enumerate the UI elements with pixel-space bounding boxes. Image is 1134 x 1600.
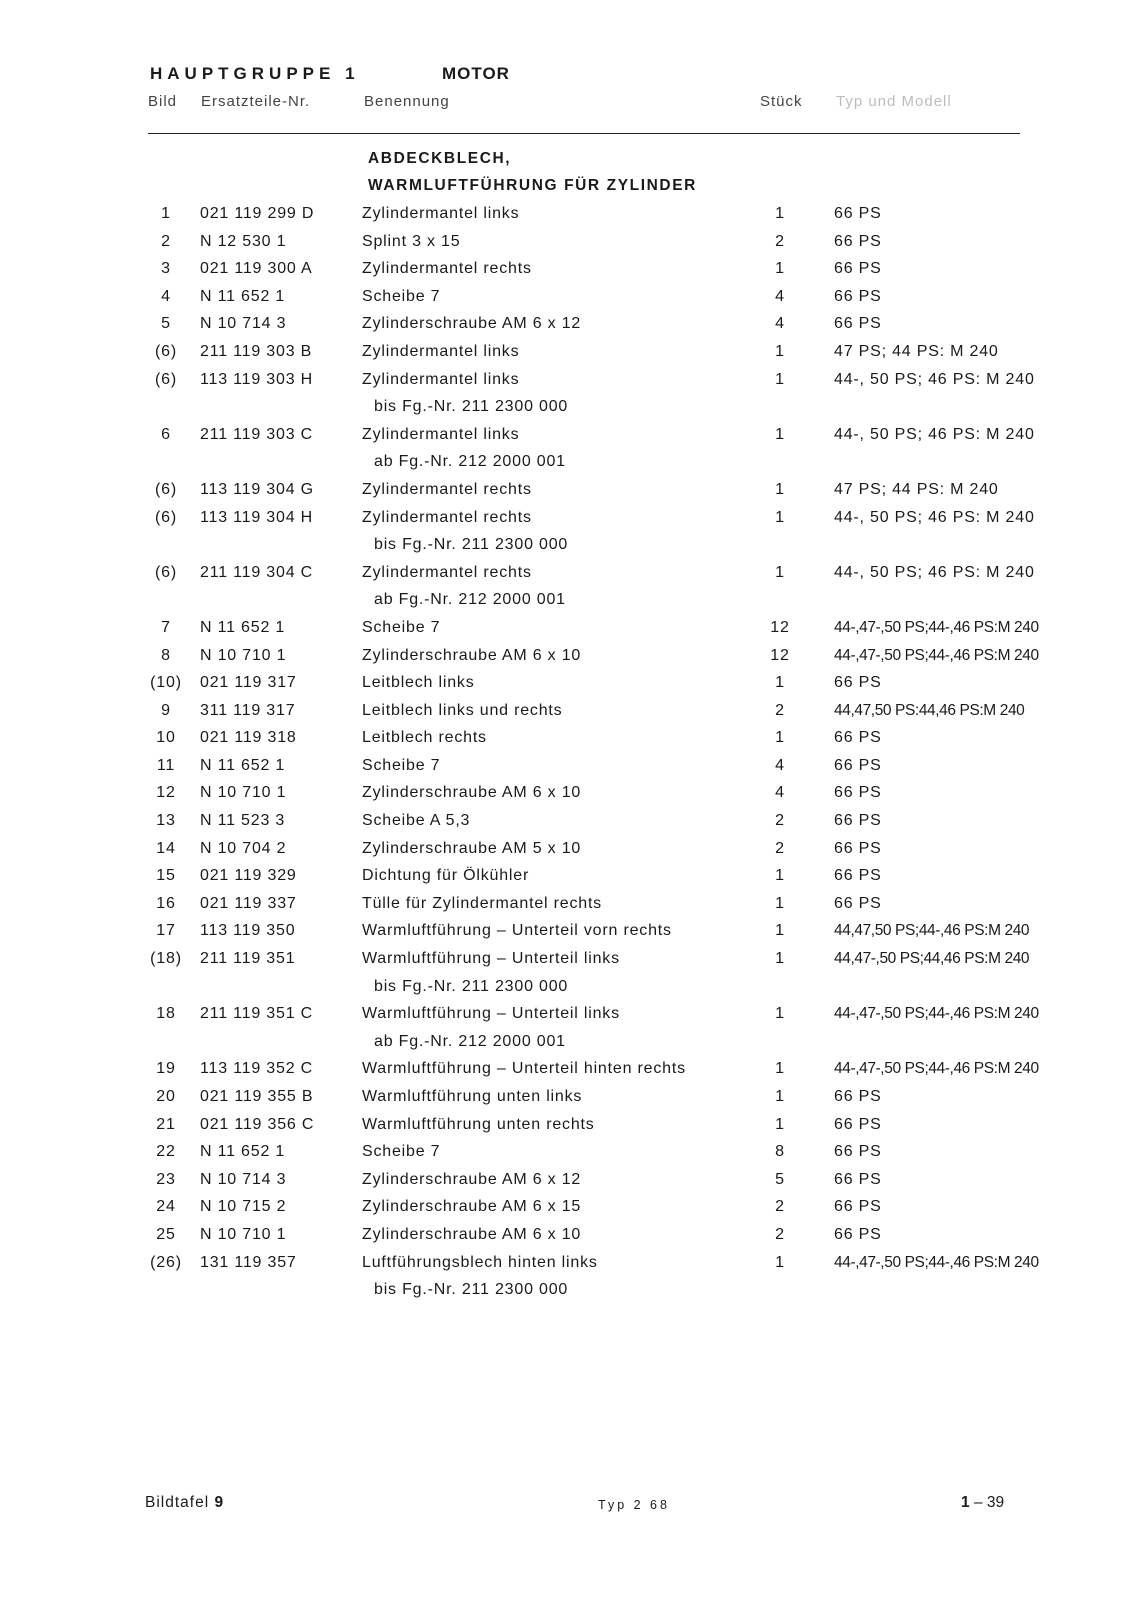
table-row	[0, 812, 1134, 840]
cell-description: Zylinderschraube AM 6 x 10	[362, 784, 582, 802]
cell-type-model: 66 PS	[834, 1198, 882, 1216]
cell-type-model: 66 PS	[834, 287, 882, 305]
cell-quantity: 1	[775, 922, 785, 940]
cell-quantity: 2	[775, 1225, 785, 1243]
plate-label	[145, 1494, 224, 1512]
cell-type-model: 44-, 50 PS; 46 PS: M 240	[834, 563, 1035, 581]
column-header-description: Benennung	[364, 93, 450, 110]
cell-description: Scheibe 7	[362, 287, 441, 305]
table-row	[0, 619, 1134, 647]
cell-quantity: 2	[775, 701, 785, 719]
plate-number: 9	[214, 1494, 225, 1511]
column-header-bild: Bild	[148, 93, 178, 110]
cell-part-number: N 11 652 1	[200, 287, 286, 305]
cell-figure-number: 15	[156, 867, 176, 885]
cell-part-number: 021 119 329	[200, 867, 297, 885]
cell-quantity: 1	[775, 674, 785, 692]
cell-part-number: 211 119 303 C	[200, 425, 314, 443]
cell-quantity: 1	[775, 425, 785, 443]
cell-figure-number: 20	[156, 1088, 176, 1105]
cell-quantity: 1	[775, 480, 785, 498]
cell-figure-number: 16	[156, 894, 176, 912]
cell-description: Zylinderschraube AM 6 x 10	[362, 646, 582, 664]
cell-type-model: 66 PS	[834, 784, 882, 802]
cell-type-model: 66 PS	[834, 867, 882, 885]
column-header-part-number: Ersatzteile-Nr.	[201, 93, 311, 110]
table-row	[0, 1060, 1134, 1088]
cell-quantity: 1	[775, 867, 785, 885]
cell-chassis-note: bis Fg.-Nr. 211 2300 000	[374, 398, 569, 416]
cell-quantity: 5	[775, 1170, 785, 1188]
cell-figure-number: (18)	[150, 950, 182, 968]
cell-quantity: 4	[775, 784, 785, 802]
group-label: HAUPTGRUPPE 1	[150, 64, 360, 83]
cell-type-model: 44-,47-,50 PS;44-,46 PS:M 240	[834, 646, 1039, 664]
table-row	[0, 867, 1134, 895]
cell-quantity: 4	[775, 756, 785, 774]
cell-figure-number: 7	[161, 618, 171, 636]
cell-description: Warmluftführung – Unterteil hinten rechts	[362, 1060, 686, 1078]
cell-type-model: 44-,47-,50 PS;44-,46 PS:M 240	[834, 1005, 1039, 1023]
cell-type-model: 66 PS	[834, 1170, 882, 1188]
cell-quantity: 12	[770, 646, 790, 664]
table-row	[0, 922, 1134, 950]
cell-description: Warmluftführung – Unterteil vorn rechts	[362, 922, 672, 940]
cell-chassis-note: bis Fg.-Nr. 211 2300 000	[374, 977, 569, 995]
table-row	[0, 288, 1134, 316]
cell-description: Warmluftführung – Unterteil links	[362, 950, 620, 968]
cell-type-model: 44-,47-,50 PS;44-,46 PS:M 240	[834, 1060, 1039, 1078]
cell-description: Zylindermantel rechts	[362, 508, 532, 526]
cell-figure-number: 22	[156, 1143, 176, 1161]
cell-description: Scheibe 7	[362, 1143, 441, 1161]
cell-chassis-note: ab Fg.-Nr. 212 2000 001	[374, 453, 566, 471]
cell-quantity: 8	[775, 1143, 785, 1161]
cell-quantity: 2	[775, 1198, 785, 1216]
table-row-note	[0, 1281, 1134, 1309]
cell-figure-number: 3	[161, 260, 171, 278]
table-row	[0, 315, 1134, 343]
cell-figure-number: 23	[156, 1170, 176, 1188]
cell-figure-number: 13	[156, 812, 176, 830]
cell-type-model: 66 PS	[834, 812, 882, 830]
cell-part-number: 113 119 303 H	[200, 370, 314, 388]
column-header-quantity: Stück	[760, 93, 803, 110]
table-row	[0, 1198, 1134, 1226]
column-header-type: Typ und Modell	[836, 93, 952, 110]
cell-type-model: 66 PS	[834, 260, 882, 278]
cell-description: Zylindermantel rechts	[362, 563, 532, 581]
cell-type-model: 44-, 50 PS; 46 PS: M 240	[834, 508, 1035, 526]
cell-quantity: 1	[775, 729, 785, 747]
table-row	[0, 1088, 1134, 1116]
cell-quantity: 1	[775, 1115, 785, 1133]
cell-part-number: 113 119 350	[200, 922, 296, 940]
cell-quantity: 1	[775, 205, 785, 222]
cell-part-number: 211 119 304 C	[200, 563, 314, 581]
cell-quantity: 4	[775, 315, 785, 333]
cell-type-model: 66 PS	[834, 1143, 882, 1161]
cell-part-number: N 11 523 3	[200, 812, 286, 830]
table-row	[0, 729, 1134, 757]
cell-quantity: 1	[775, 894, 785, 912]
cell-figure-number: 18	[156, 1005, 176, 1023]
plate-label-text: Bildtafel	[145, 1494, 210, 1511]
cell-figure-number: 6	[161, 425, 171, 443]
cell-quantity: 1	[775, 950, 785, 968]
cell-description: Dichtung für Ölkühler	[362, 867, 530, 885]
cell-quantity: 2	[775, 812, 785, 830]
parts-table	[0, 205, 1134, 1309]
cell-figure-number: 11	[156, 756, 176, 774]
cell-part-number: 021 119 356 C	[200, 1115, 315, 1133]
cell-part-number: 021 119 355 B	[200, 1088, 314, 1105]
table-row	[0, 950, 1134, 978]
cell-part-number: N 11 652 1	[200, 618, 286, 636]
cell-type-model: 66 PS	[834, 1225, 882, 1243]
table-row	[0, 481, 1134, 509]
table-row	[0, 509, 1134, 537]
table-row	[0, 233, 1134, 261]
main-group-heading	[150, 64, 510, 84]
table-row-note	[0, 536, 1134, 564]
cell-type-model: 44-,47-,50 PS;44-,46 PS:M 240	[834, 1253, 1039, 1271]
cell-part-number: N 11 652 1	[200, 756, 286, 774]
cell-quantity: 4	[775, 287, 785, 305]
cell-description: Leitblech rechts	[362, 729, 487, 747]
table-row	[0, 840, 1134, 868]
cell-type-model: 66 PS	[834, 839, 882, 857]
cell-figure-number: 10	[156, 729, 176, 747]
page-number	[961, 1494, 1004, 1512]
table-row-note	[0, 453, 1134, 481]
table-row	[0, 205, 1134, 233]
cell-description: Zylinderschraube AM 6 x 12	[362, 1170, 582, 1188]
cell-quantity: 1	[775, 508, 785, 526]
table-row	[0, 784, 1134, 812]
cell-part-number: N 10 710 1	[200, 784, 287, 802]
cell-chassis-note: bis Fg.-Nr. 211 2300 000	[374, 1281, 569, 1299]
table-row-note	[0, 591, 1134, 619]
cell-description: Zylindermantel rechts	[362, 480, 532, 498]
cell-type-model: 66 PS	[834, 315, 882, 333]
cell-figure-number: (6)	[155, 342, 177, 360]
cell-description: Zylinderschraube AM 6 x 10	[362, 1225, 582, 1243]
table-row	[0, 1116, 1134, 1144]
cell-description: Scheibe A 5,3	[362, 812, 471, 830]
cell-part-number: 021 119 318	[200, 729, 297, 747]
cell-figure-number: (6)	[155, 508, 177, 526]
cell-description: Warmluftführung unten links	[362, 1088, 583, 1105]
table-row	[0, 1226, 1134, 1254]
table-row-note	[0, 398, 1134, 426]
cell-quantity: 2	[775, 839, 785, 857]
cell-figure-number: 9	[161, 701, 171, 719]
cell-type-model: 47 PS; 44 PS: M 240	[834, 342, 999, 360]
cell-type-model: 66 PS	[834, 674, 882, 692]
cell-figure-number: 14	[156, 839, 176, 857]
table-row	[0, 1143, 1134, 1171]
cell-part-number: 113 119 304 H	[200, 508, 314, 526]
page-number-group: 1	[961, 1494, 970, 1511]
cell-type-model: 47 PS; 44 PS: M 240	[834, 480, 999, 498]
cell-quantity: 1	[775, 1253, 785, 1271]
cell-part-number: 211 119 303 B	[200, 342, 313, 360]
cell-part-number: 211 119 351 C	[200, 1005, 314, 1023]
cell-description: Leitblech links und rechts	[362, 701, 563, 719]
cell-description: Zylindermantel links	[362, 370, 520, 388]
cell-figure-number: 4	[161, 287, 171, 305]
table-row	[0, 647, 1134, 675]
cell-figure-number: (26)	[150, 1253, 182, 1271]
table-row	[0, 260, 1134, 288]
cell-part-number: 211 119 351	[200, 950, 296, 968]
cell-type-model: 66 PS	[834, 232, 882, 250]
cell-figure-number: 24	[156, 1198, 176, 1216]
cell-part-number: N 10 715 2	[200, 1198, 287, 1216]
table-row	[0, 757, 1134, 785]
cell-description: Warmluftführung unten rechts	[362, 1115, 595, 1133]
table-row	[0, 1005, 1134, 1033]
cell-part-number: N 10 710 1	[200, 1225, 287, 1243]
vehicle-type: Typ 2 68	[598, 1498, 670, 1512]
cell-type-model: 44-, 50 PS; 46 PS: M 240	[834, 425, 1035, 443]
cell-type-model: 66 PS	[834, 1088, 882, 1105]
cell-part-number: N 11 652 1	[200, 1143, 286, 1161]
cell-quantity: 1	[775, 260, 785, 278]
cell-part-number: 311 119 317	[200, 701, 296, 719]
cell-part-number: N 10 704 2	[200, 839, 287, 857]
cell-figure-number: 25	[156, 1225, 176, 1243]
cell-description: Zylinderschraube AM 5 x 10	[362, 839, 582, 857]
cell-description: Zylindermantel links	[362, 342, 520, 360]
group-name: MOTOR	[442, 64, 510, 83]
cell-type-model: 44,47,50 PS:44,46 PS:M 240	[834, 701, 1025, 719]
table-row	[0, 564, 1134, 592]
cell-description: Splint 3 x 15	[362, 232, 461, 250]
cell-figure-number: 8	[161, 646, 171, 664]
cell-figure-number: 21	[156, 1115, 176, 1133]
cell-part-number: N 10 714 3	[200, 1170, 287, 1188]
cell-quantity: 2	[775, 232, 785, 250]
cell-figure-number: (6)	[155, 370, 177, 388]
cell-part-number: 021 119 317	[200, 674, 297, 692]
cell-part-number: N 10 710 1	[200, 646, 287, 664]
cell-part-number: 113 119 304 G	[200, 480, 314, 498]
cell-figure-number: (6)	[155, 480, 177, 498]
cell-type-model: 44,47,50 PS;44-,46 PS:M 240	[834, 922, 1030, 940]
cell-quantity: 1	[775, 1005, 785, 1023]
cell-type-model: 66 PS	[834, 205, 882, 222]
cell-figure-number: 2	[161, 232, 171, 250]
cell-description: Tülle für Zylindermantel rechts	[362, 894, 602, 912]
cell-figure-number: 19	[156, 1060, 176, 1078]
table-row	[0, 1171, 1134, 1199]
cell-quantity: 1	[775, 342, 785, 360]
cell-description: Scheibe 7	[362, 618, 441, 636]
table-row	[0, 702, 1134, 730]
cell-part-number: N 12 530 1	[200, 232, 287, 250]
cell-quantity: 12	[770, 618, 790, 636]
cell-description: Warmluftführung – Unterteil links	[362, 1005, 620, 1023]
page-number-sheet: – 39	[969, 1494, 1005, 1511]
cell-part-number: N 10 714 3	[200, 315, 287, 333]
section-title-line1: ABDECKBLECH,	[368, 150, 512, 167]
table-row-note	[0, 978, 1134, 1006]
cell-figure-number: (10)	[150, 674, 182, 692]
cell-chassis-note: ab Fg.-Nr. 212 2000 001	[374, 591, 566, 609]
cell-type-model: 66 PS	[834, 756, 882, 774]
cell-description: Zylindermantel links	[362, 205, 520, 222]
table-row	[0, 895, 1134, 923]
cell-figure-number: (6)	[155, 563, 177, 581]
header-divider	[148, 133, 1020, 134]
cell-part-number: 021 119 337	[200, 894, 297, 912]
section-title-line2: WARMLUFTFÜHRUNG FÜR ZYLINDER	[368, 177, 697, 194]
cell-type-model: 66 PS	[834, 894, 882, 912]
cell-part-number: 113 119 352 C	[200, 1060, 314, 1078]
cell-figure-number: 5	[161, 315, 171, 333]
table-row	[0, 674, 1134, 702]
cell-type-model: 44-,47-,50 PS;44-,46 PS:M 240	[834, 618, 1039, 636]
cell-quantity: 1	[775, 1088, 785, 1105]
cell-figure-number: 1	[161, 205, 171, 222]
cell-description: Zylinderschraube AM 6 x 12	[362, 315, 582, 333]
cell-figure-number: 17	[156, 922, 176, 940]
table-row	[0, 1254, 1134, 1282]
cell-part-number: 021 119 299 D	[200, 205, 315, 222]
cell-type-model: 66 PS	[834, 1115, 882, 1133]
cell-type-model: 44-, 50 PS; 46 PS: M 240	[834, 370, 1035, 388]
table-row	[0, 371, 1134, 399]
table-row	[0, 343, 1134, 371]
cell-description: Zylinderschraube AM 6 x 15	[362, 1198, 582, 1216]
cell-part-number: 021 119 300 A	[200, 260, 313, 278]
cell-chassis-note: bis Fg.-Nr. 211 2300 000	[374, 536, 569, 554]
cell-description: Zylindermantel links	[362, 425, 520, 443]
table-row	[0, 426, 1134, 454]
cell-chassis-note: ab Fg.-Nr. 212 2000 001	[374, 1032, 566, 1050]
cell-part-number: 131 119 357	[200, 1253, 297, 1271]
cell-figure-number: 12	[156, 784, 176, 802]
cell-description: Scheibe 7	[362, 756, 441, 774]
cell-description: Leitblech links	[362, 674, 475, 692]
cell-quantity: 1	[775, 370, 785, 388]
cell-description: Zylindermantel rechts	[362, 260, 532, 278]
cell-quantity: 1	[775, 563, 785, 581]
table-row-note	[0, 1033, 1134, 1061]
cell-description: Luftführungsblech hinten links	[362, 1253, 598, 1271]
cell-quantity: 1	[775, 1060, 785, 1078]
cell-type-model: 44,47-,50 PS;44,46 PS:M 240	[834, 950, 1030, 968]
cell-type-model: 66 PS	[834, 729, 882, 747]
